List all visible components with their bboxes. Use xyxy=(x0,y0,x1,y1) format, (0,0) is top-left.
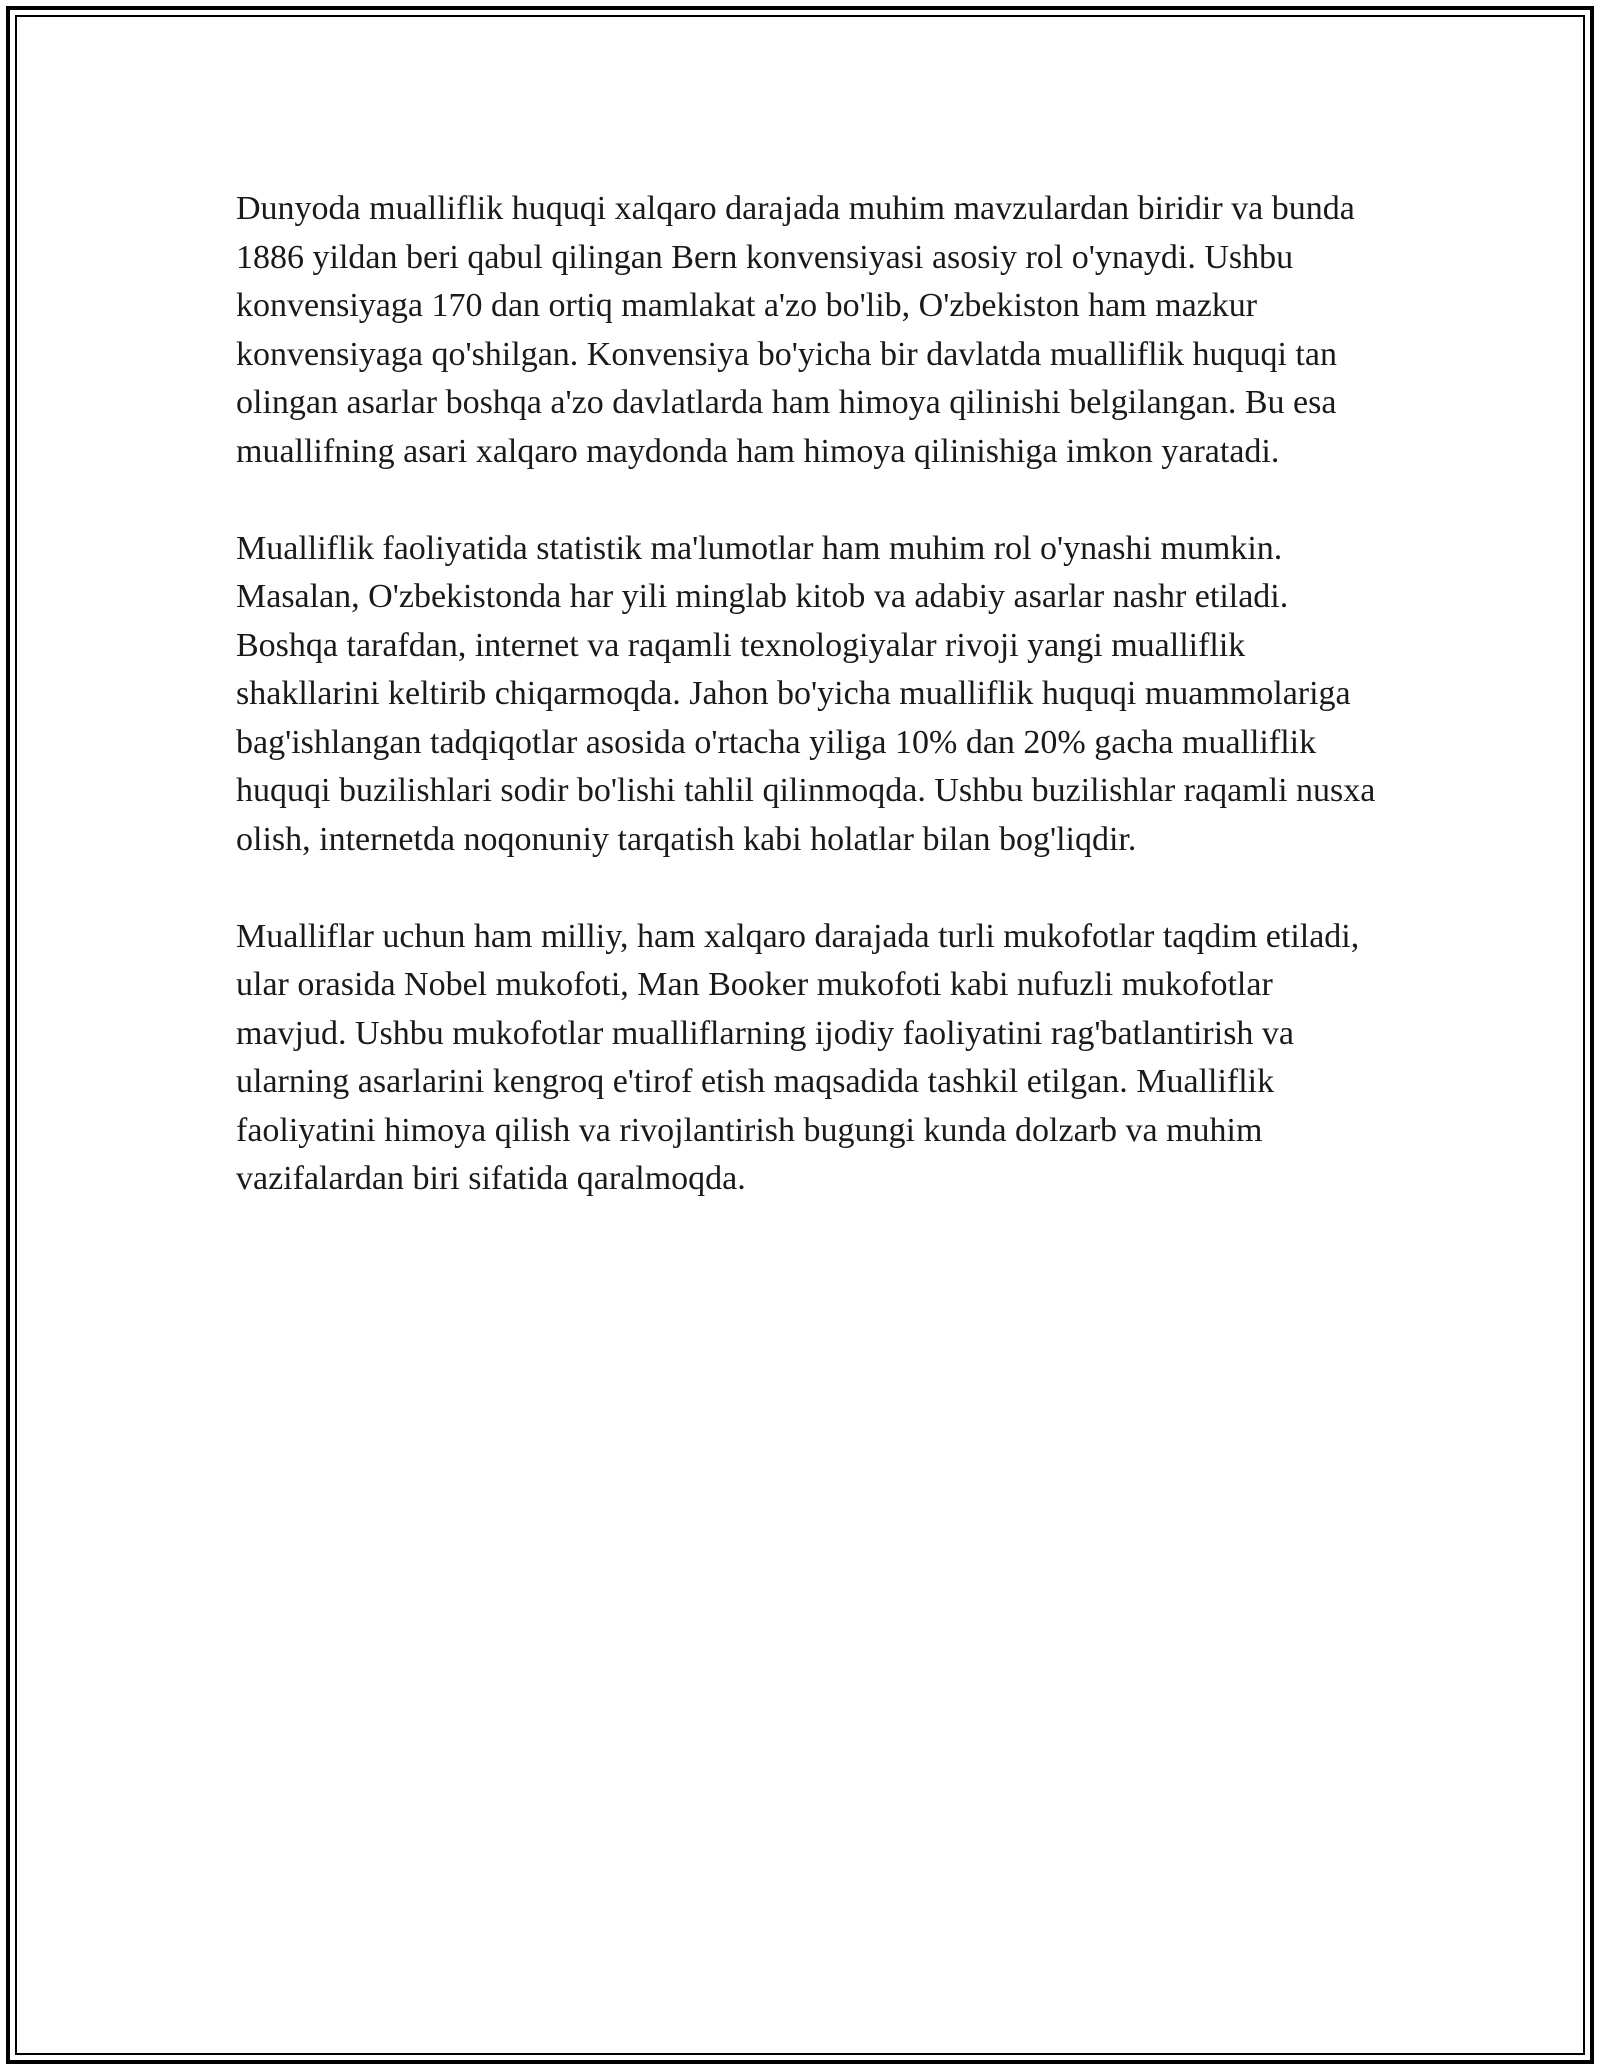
document-body xyxy=(236,185,1376,1252)
paragraph-berne-convention: Dunyoda mualliflik huquqi xalqaro darajada muhim mavzulardan biridir va bunda 1886 yildan beri qabul qilingan Bern konvensiyasi asosiy rol o'ynaydi. Ushbu konvensiyaga 170 dan ortiq mamlakat a'zo bo'lib, O'zbekiston ham mazkur konvensiyaga qo'shilgan. Konvensiya bo'yicha bir davlatda mualliflik huquqi tan olingan asarlar boshqa a'zo davlatlarda ham himoya qilinishi belgilangan. Bu esa muallifning asari xalqaro maydonda ham himoya qilinishiga imkon yaratadi. xyxy=(236,190,1355,470)
paragraph-statistics: Mualliflik faoliyatida statistik ma'lumotlar ham muhim rol o'ynashi mumkin. Masalan, O'zbekistonda har yili minglab kitob va adabiy asarlar nashr etiladi. Boshqa tarafdan, internet va raqamli texnologiyalar rivoji yangi mualliflik shakllarini keltirib chiqarmoqda. Jahon bo'yicha mualliflik huquqi muammolariga bag'ishlangan tadqiqotlar asosida o'rtacha yiliga 10% dan 20% gacha mualliflik huquqi buzilishlari sodir bo'lishi tahlil qilinmoqda. Ushbu buzilishlar raqamli nusxa olish, internetda noqonuniy tarqatish kabi holatlar bilan bog'liqdir. xyxy=(236,529,1376,858)
paragraph-awards: Mualliflar uchun ham milliy, ham xalqaro darajada turli mukofotlar taqdim etiladi, ular orasida Nobel mukofoti, Man Booker mukofoti kabi nufuzli mukofotlar mavjud. Ushbu mukofotlar mualliflarning ijodiy faoliyatini rag'batlantirish va ularning asarlarini kengroq e'tirof etish maqsadida tashkil etilgan. Mualliflik faoliyatini himoya qilish va rivojlantirish bugungi kunda dolzarb va muhim vazifalardan biri sifatida qaralmoqda. xyxy=(236,917,1360,1197)
